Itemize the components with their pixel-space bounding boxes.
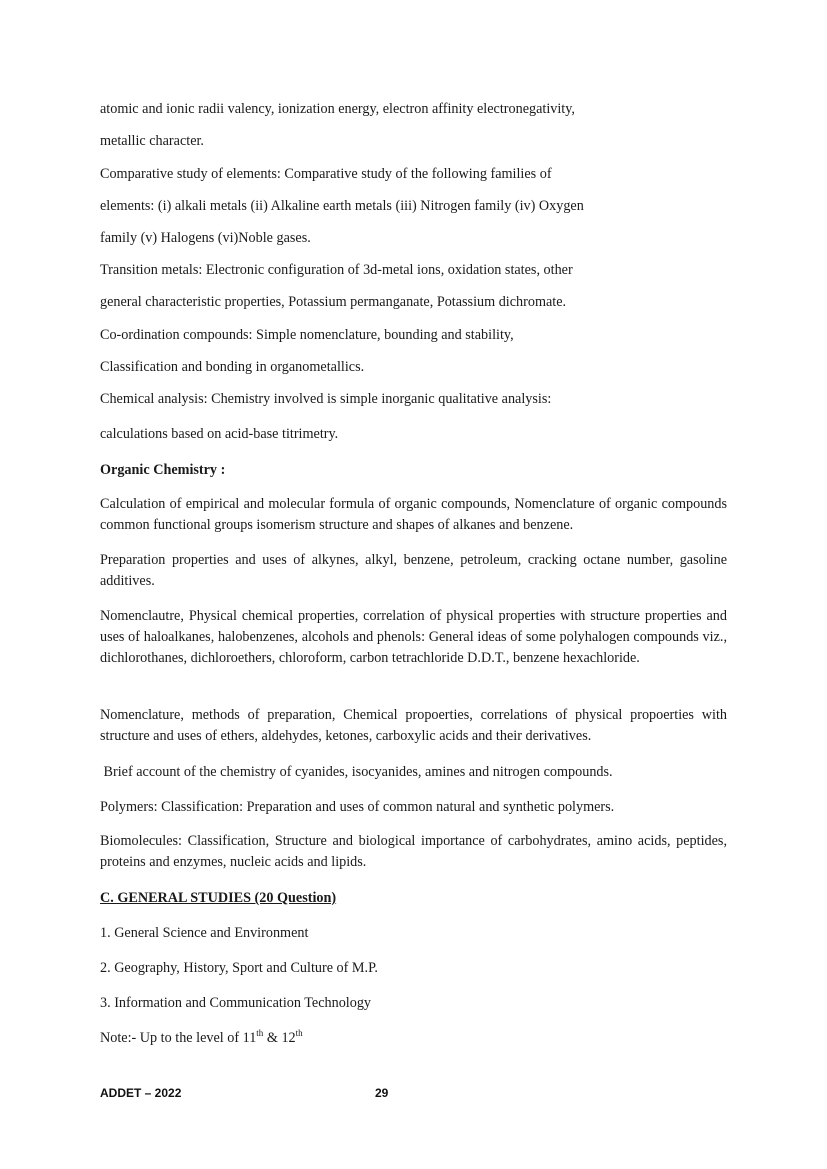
- section-heading-general-studies: C. GENERAL STUDIES (20 Question): [100, 890, 337, 906]
- syllabus-line: metallic character.: [100, 133, 204, 149]
- syllabus-paragraph: Biomolecules: Classification, Structure and biological importance of carbohydrates, amino acids, peptides, proteins and enzymes, nucleic acids and lipids.: [100, 833, 727, 870]
- syllabus-paragraph: Preparation properties and uses of alkynes, alkyl, benzene, petroleum, cracking octane number, gasoline additives.: [100, 552, 727, 589]
- syllabus-line: family (v) Halogens (vi)Noble gases.: [100, 230, 311, 246]
- list-item: 1. General Science and Environment: [100, 925, 309, 941]
- syllabus-paragraph: Polymers: Classification: Preparation and uses of common natural and synthetic polymers.: [100, 799, 615, 815]
- syllabus-line: Co-ordination compounds: Simple nomenclature, bounding and stability,: [100, 327, 514, 343]
- syllabus-line: atomic and ionic radii valency, ionization energy, electron affinity electronegativity,: [100, 101, 575, 117]
- note-superscript: th: [256, 1028, 264, 1038]
- syllabus-paragraph: Calculation of empirical and molecular formula of organic compounds, Nomenclature of organic compounds common functional groups isomerism structure and shapes of alkanes and benzene.: [100, 496, 727, 533]
- syllabus-paragraph: Nomenclature, methods of preparation, Chemical propoerties, correlations of physical propoerties with structure and uses of ethers, aldehydes, ketones, carboxylic acids and their derivatives.: [100, 707, 727, 744]
- list-item: 2. Geography, History, Sport and Culture of M.P.: [100, 960, 378, 976]
- page-number: 29: [375, 1086, 389, 1100]
- syllabus-line: Comparative study of elements: Comparative study of the following families of: [100, 166, 552, 182]
- syllabus-line: calculations based on acid-base titrimetry.: [100, 426, 339, 442]
- syllabus-line: Chemical analysis: Chemistry involved is simple inorganic qualitative analysis:: [100, 391, 552, 407]
- note-line: [100, 1030, 303, 1047]
- syllabus-line: elements: (i) alkali metals (ii) Alkaline earth metals (iii) Nitrogen family (iv) Oxygen: [100, 198, 584, 214]
- section-heading-organic: Organic Chemistry :: [100, 462, 226, 478]
- note-text: Note:- Up to the level of 11: [100, 1030, 257, 1046]
- syllabus-line: general characteristic properties, Potassium permanganate, Potassium dichromate.: [100, 294, 567, 310]
- footer-title: ADDET – 2022: [100, 1086, 182, 1100]
- syllabus-paragraph: Nomenclautre, Physical chemical properties, correlation of physical properties with structure properties and uses of haloalkanes, halobenzenes, alcohols and phenols: General ideas of some polyhalogen compounds viz., dichlorothanes, dichloroethers, chloroform, carbon tetrachloride D.D.T., benzene hexachloride.: [100, 608, 727, 666]
- note-superscript: th: [295, 1028, 303, 1038]
- syllabus-line: Classification and bonding in organometallics.: [100, 359, 365, 375]
- syllabus-line: Transition metals: Electronic configuration of 3d-metal ions, oxidation states, other: [100, 262, 573, 278]
- syllabus-paragraph: Brief account of the chemistry of cyanides, isocyanides, amines and nitrogen compounds.: [100, 764, 613, 780]
- note-text: & 12: [263, 1030, 296, 1046]
- list-item: 3. Information and Communication Technology: [100, 995, 372, 1011]
